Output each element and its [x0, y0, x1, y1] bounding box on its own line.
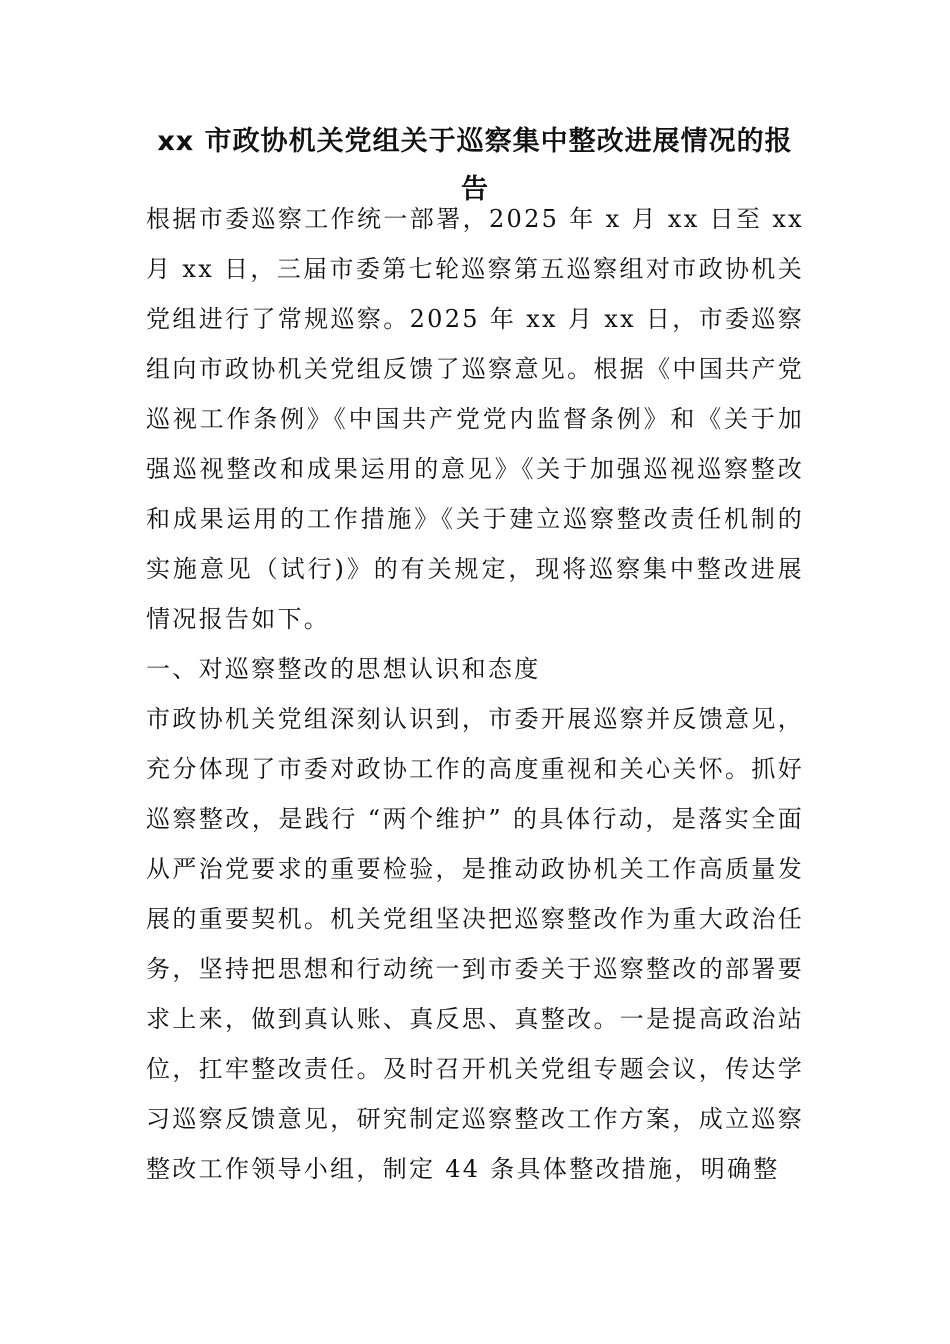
intro-paragraph: 根据市委巡察工作统一部署，2025 年 x 月 xx 日至 xx 月 xx 日，三届市委第七轮巡察第五巡察组对市政协机关党组进行了常规巡察。2025 年 xx 月 xx 日，市委巡察组向市政协机关党组反馈了巡察意见。根据《中国共产党巡视工作条例》《中国共产党党内监督条例》和《关于加强巡视整改和成果运用的意见》《关于加强巡视巡察整改和成果运用的工作措施》《关于建立巡察整改责任机制的实施意见（试行)》的有关规定，现将巡察集中整改进展情况报告如下。 [146, 205, 804, 633]
section-heading: 一、对巡察整改的思想认识和态度 [146, 655, 541, 683]
document-body [146, 194, 804, 1194]
section-paragraph: 市政协机关党组深刻认识到，市委开展巡察并反馈意见，充分体现了市委对政协工作的高度重视和关心关怀。抓好巡察整改，是践行 “两个维护” 的具体行动，是落实全面从严治党要求的重要检验，是推动政协机关工作高质量发展的重要契机。机关党组坚决把巡察整改作为重大政治任务，坚持把思想和行动统一到市委关于巡察整改的部署要求上来，做到真认账、真反思、真整改。一是提高政治站位，扛牢整改责任。及时召开机关党组专题会议，传达学习巡察反馈意见，研究制定巡察整改工作方案，成立巡察整改工作领导小组，制定 44 条具体整改措施，明确整 [146, 705, 804, 1183]
document-title: xx 市政协机关党组关于巡察集中整改进展情况的报告 [157, 126, 793, 205]
